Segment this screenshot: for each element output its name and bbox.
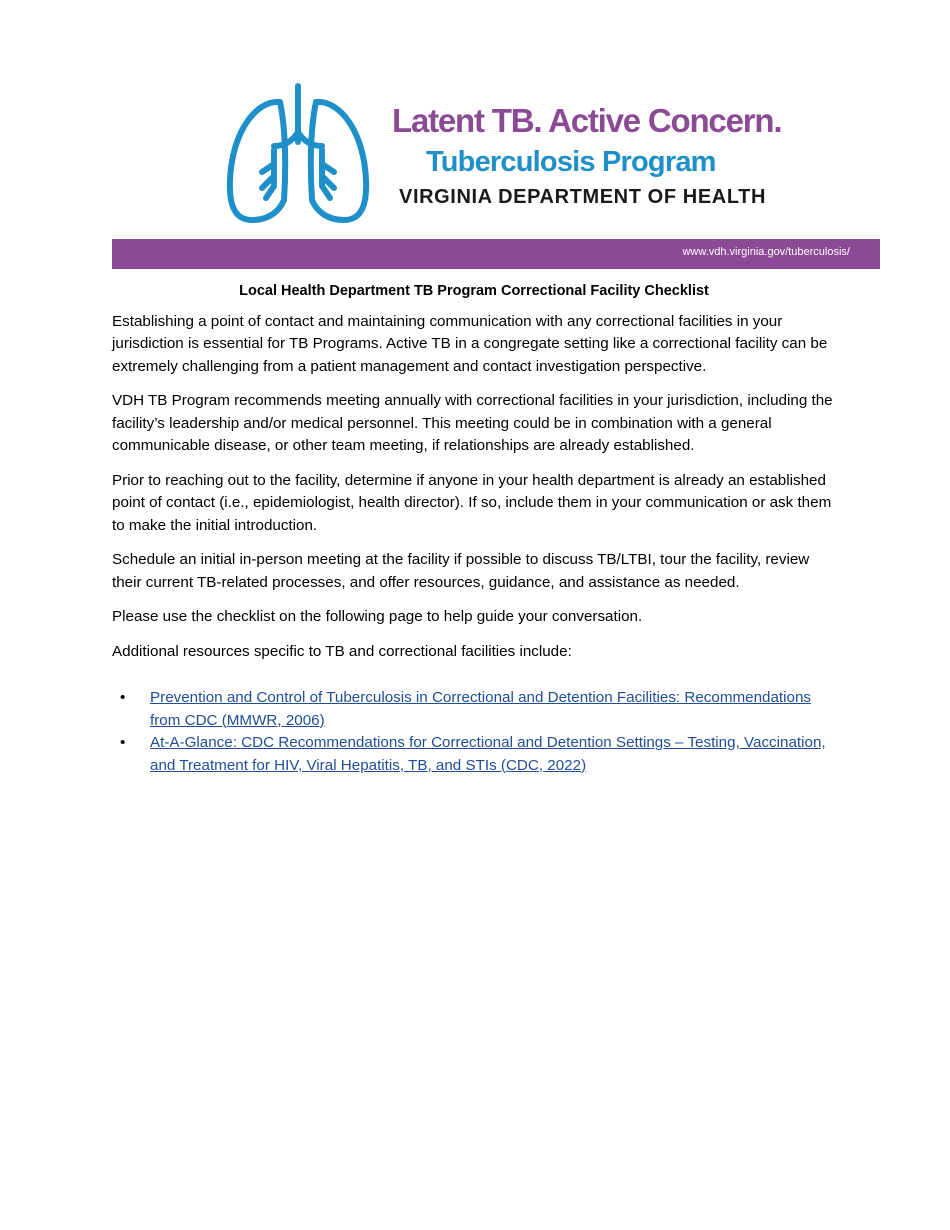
list-item: [112, 687, 836, 732]
paragraph: VDH TB Program recommends meeting annually with correctional facilities in your jurisdiction, including the facility’s leadership and/or medical personnel. This meeting could be in combination with a general communicable disease, or other team meeting, if relationships are already established.: [112, 392, 833, 454]
website-url[interactable]: www.vdh.virginia.gov/tuberculosis/: [682, 246, 850, 258]
resource-link-at-a-glance[interactable]: At-A-Glance: CDC Recommendations for Correctional and Detention Settings – Testing, Vaccination, and Treatment for HIV, Viral Hepatitis, TB, and STIs (CDC, 2022): [150, 734, 826, 774]
resource-list: [112, 687, 836, 777]
bullet: •: [120, 734, 126, 751]
paragraph: Please use the checklist on the following page to help guide your conversation.: [112, 608, 643, 625]
list-item: [112, 732, 836, 777]
bullet: •: [120, 689, 126, 706]
department-name: VIRGINIA DEPARTMENT OF HEALTH: [399, 186, 767, 208]
resource-link-mmwr[interactable]: Prevention and Control of Tuberculosis in Correctional and Detention Facilities: Recommendations from CDC (MMWR, 2006): [150, 689, 811, 729]
paragraph: Schedule an initial in-person meeting at the facility if possible to discuss TB/LTBI, tour the facility, review their current TB-related processes, and offer resources, guidance, and assistance as needed.: [112, 551, 810, 591]
program-name: Tuberculosis Program: [426, 146, 716, 178]
paragraph: Establishing a point of contact and maintaining communication with any correctional facilities in your jurisdiction is essential for TB Programs. Active TB in a congregate setting like a correctional facility can be extremely challenging from a patient management and contact investigation perspective.: [112, 312, 828, 375]
paragraph: Additional resources specific to TB and correctional facilities include:: [112, 642, 572, 660]
document-body: [112, 280, 836, 777]
header-bar: [112, 239, 880, 269]
paragraph: Prior to reaching out to the facility, determine if anyone in your health department is already an established point of contact (i.e., epidemiologist, health director). If so, include them in your communication or ask them to make the initial introduction.: [112, 471, 832, 534]
document-title: Local Health Department TB Program Correctional Facility Checklist: [239, 283, 709, 299]
lungs-icon: [222, 80, 374, 226]
tagline: Latent TB. Active Concern.: [392, 102, 782, 139]
header-banner: [0, 0, 950, 240]
